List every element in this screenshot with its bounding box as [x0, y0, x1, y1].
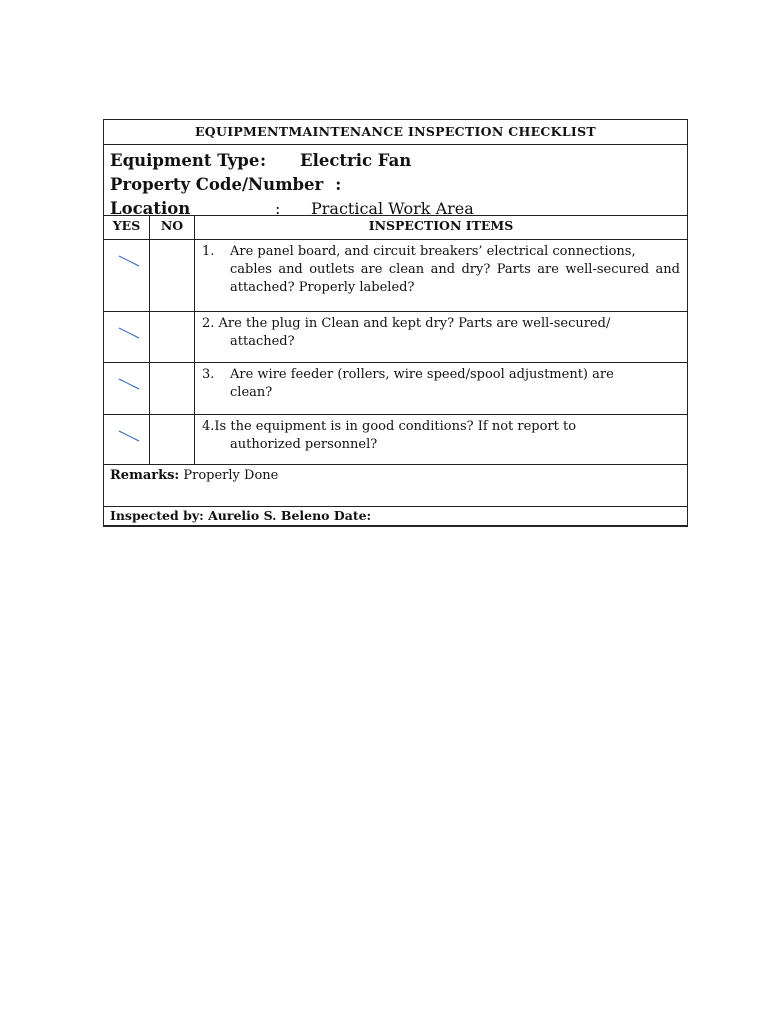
- table-row: [104, 312, 687, 363]
- item-number: 4.: [202, 419, 215, 434]
- no-cell[interactable]: [150, 415, 195, 465]
- item-number: 1.: [202, 244, 215, 259]
- item-number: 2.: [202, 316, 215, 331]
- item-text-continued: clean?: [230, 385, 273, 400]
- check-mark-icon: [118, 377, 140, 391]
- no-cell[interactable]: [150, 363, 195, 415]
- table-row: [104, 415, 687, 465]
- yes-cell[interactable]: [104, 240, 150, 312]
- item-text-continued: attached?: [230, 334, 295, 349]
- inspector-name: Aurelio S. Beleno: [208, 508, 330, 523]
- colon: :: [260, 150, 267, 170]
- colon: :: [275, 198, 281, 218]
- no-column-header: NO: [150, 216, 195, 240]
- location-label: Location: [110, 198, 191, 218]
- equipment-type-row: [110, 148, 681, 172]
- yes-cell[interactable]: [104, 363, 150, 415]
- item-text: Are the plug in Clean and kept dry? Parts are well-secured/: [218, 316, 611, 331]
- property-code-row: [110, 172, 681, 196]
- inspection-table: [104, 216, 687, 526]
- equipment-info: [104, 145, 687, 216]
- check-mark-icon: [118, 254, 140, 268]
- equipment-type-value: Electric Fan: [300, 150, 412, 170]
- inspection-item: [195, 240, 688, 312]
- property-code-label: Property Code/Number: [110, 174, 324, 194]
- item-text: Are wire feeder (rollers, wire speed/spool adjustment) are: [230, 367, 614, 382]
- item-text-continued: cables and outlets are clean and dry? Parts are well-secured and attached? Properly labeled?: [230, 262, 680, 295]
- table-header-row: [104, 216, 687, 240]
- inspection-item: [195, 312, 688, 363]
- remarks-label: Remarks:: [110, 468, 180, 483]
- no-cell[interactable]: [150, 312, 195, 363]
- inspected-by-row: [104, 507, 687, 526]
- equipment-type-label: Equipment Type: [110, 150, 260, 170]
- inspection-item: [195, 415, 688, 465]
- item-text-continued: authorized personnel?: [230, 437, 378, 452]
- inspected-by-cell: [104, 507, 687, 526]
- inspected-by-label: Inspected by:: [110, 508, 204, 523]
- check-mark-icon: [118, 429, 140, 443]
- item-text: Is the equipment is in good conditions? If not report to: [214, 419, 577, 434]
- remarks-cell: [104, 465, 687, 507]
- inspection-item: [195, 363, 688, 415]
- item-text: Are panel board, and circuit breakers’ electrical connections,: [230, 244, 636, 259]
- check-mark-icon: [118, 326, 140, 340]
- yes-cell[interactable]: [104, 415, 150, 465]
- yes-cell[interactable]: [104, 312, 150, 363]
- no-cell[interactable]: [150, 240, 195, 312]
- remarks-value: Properly Done: [183, 468, 279, 483]
- remarks-row: [104, 465, 687, 507]
- item-number: 3.: [202, 367, 215, 382]
- location-value: Practical Work Area: [311, 198, 474, 218]
- inspection-checklist: [103, 119, 688, 527]
- date-label: Date:: [333, 508, 372, 523]
- yes-column-header: YES: [104, 216, 150, 240]
- inspection-items-header: INSPECTION ITEMS: [195, 216, 688, 240]
- table-row: [104, 240, 687, 312]
- checklist-title: EQUIPMENTMAINTENANCE INSPECTION CHECKLIST: [104, 120, 687, 145]
- table-row: [104, 363, 687, 415]
- colon: :: [335, 174, 342, 194]
